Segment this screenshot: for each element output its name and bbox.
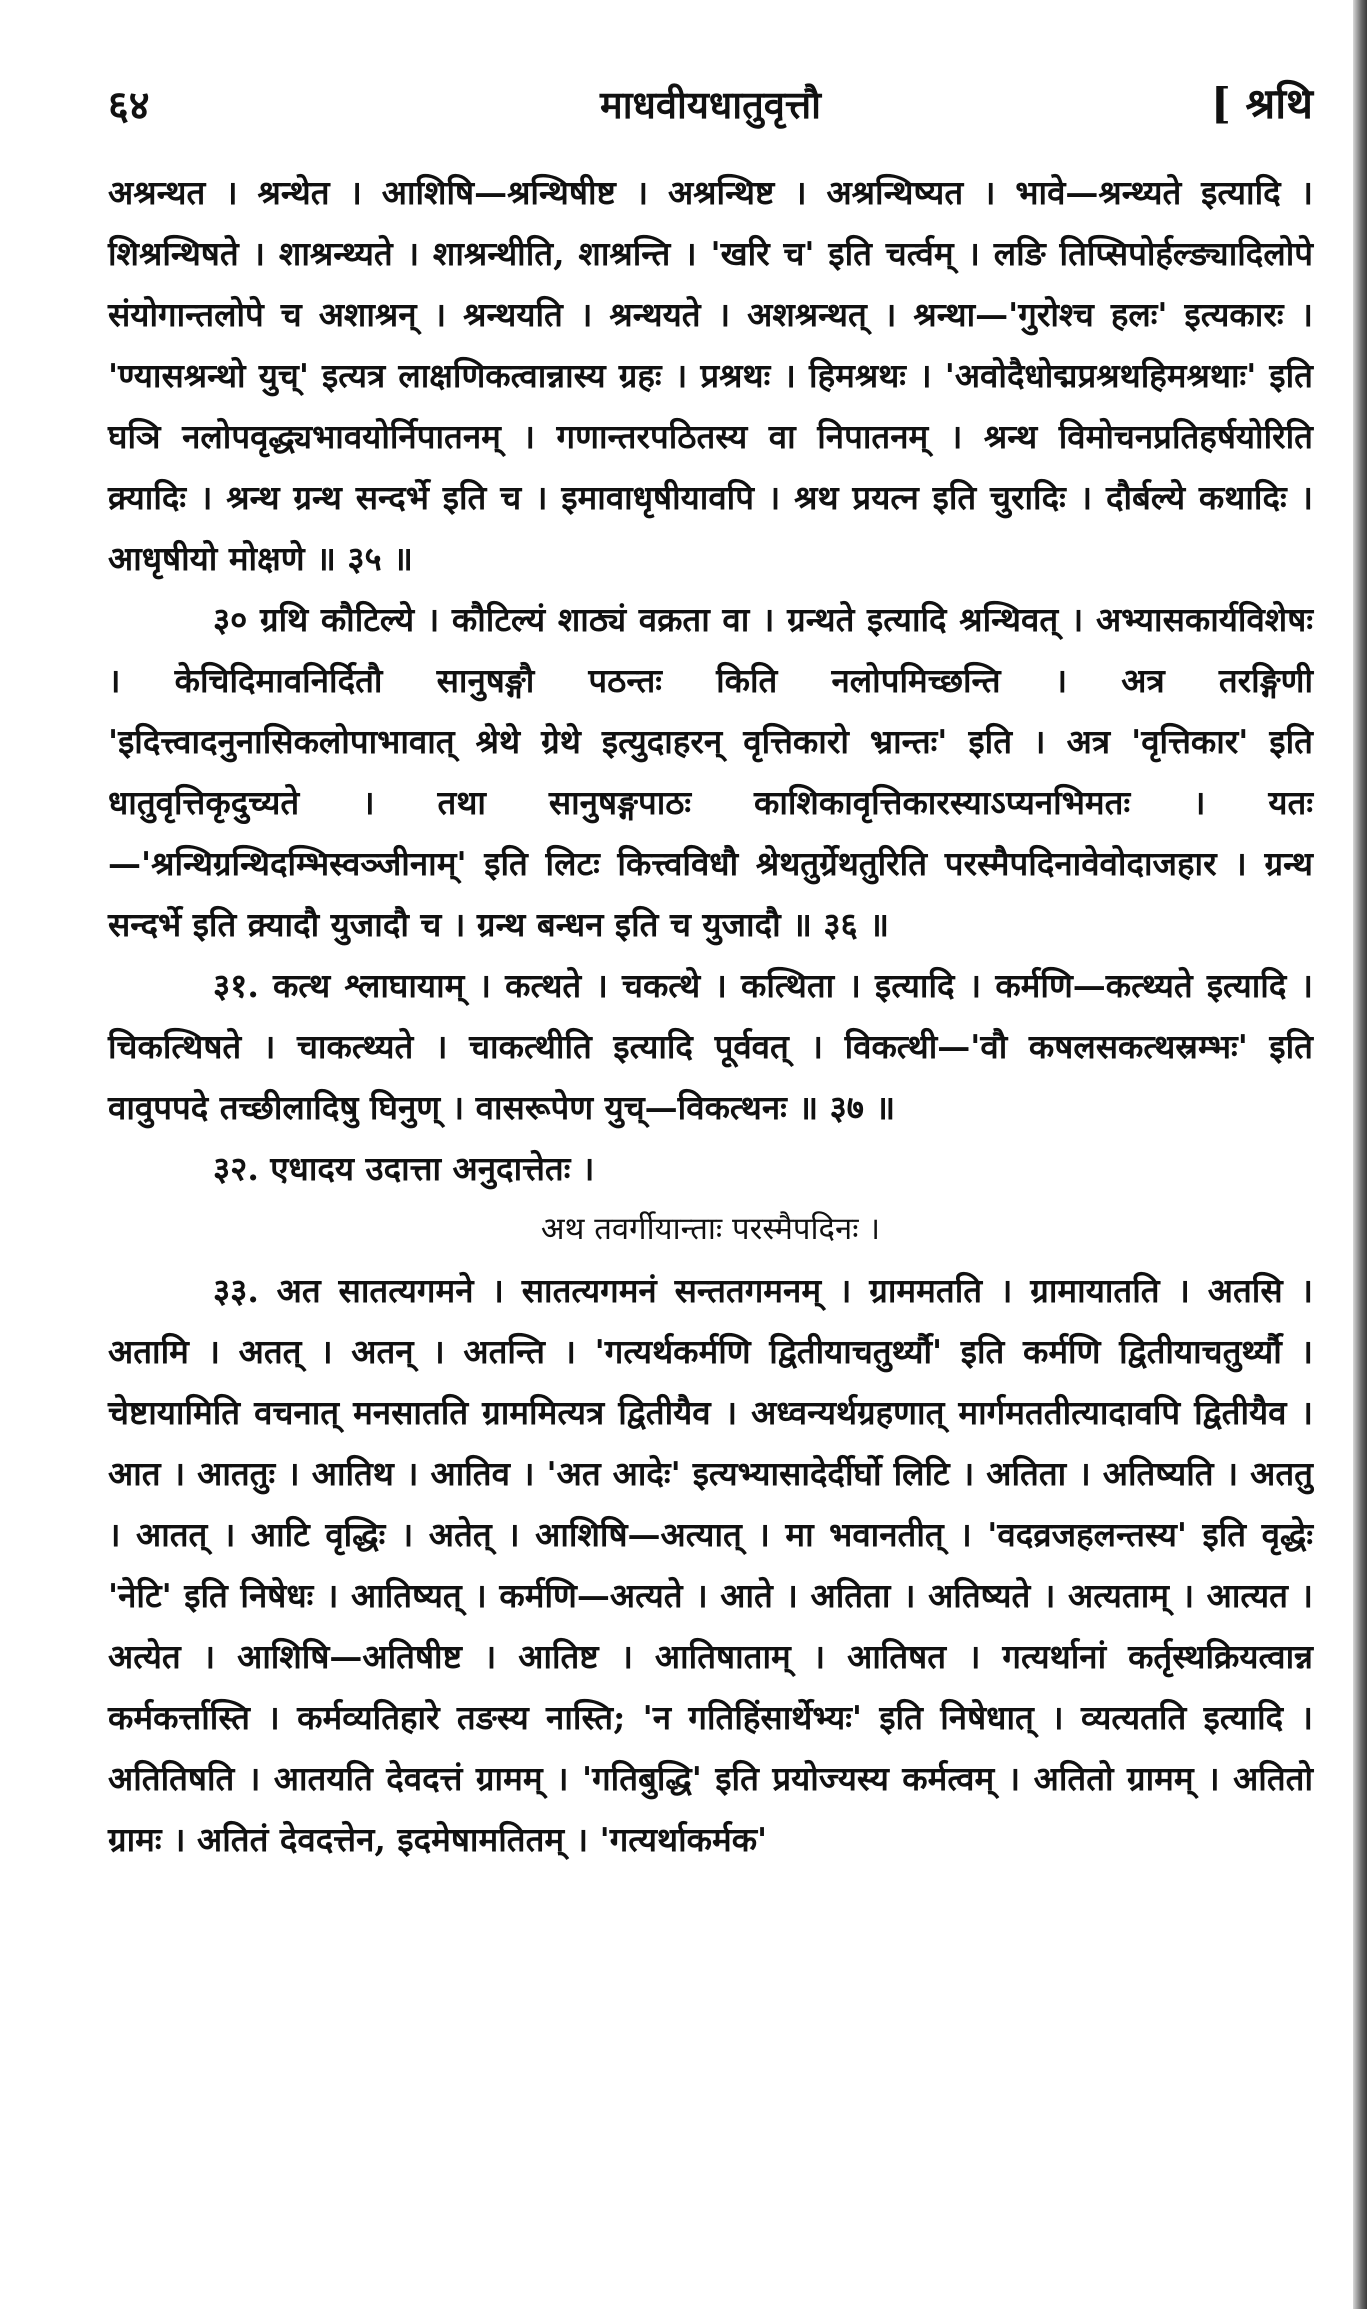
page-edge [1353, 0, 1367, 2309]
page-header [108, 70, 1313, 140]
page-body [108, 162, 1313, 1870]
paragraph-1: अश्रन्थत । श्रन्थेत । आशिषि—श्रन्थिषीष्ट । अश्रन्थिष्ट । अश्रन्थिष्यत । भावे—श्रन्थ्यते इत्यादि । शिश्रन्थिषते । शाश्रन्थ्यते । शाश्रन्थीति, शाश्रन्ति । 'खरि च' इति चर्त्वम् । लङि तिप्सिपोर्हल्ङ्यादिलोपे संयोगान्तलोपे च अशाश्रन् । श्रन्थयति । श्रन्थयते । अशश्रन्थत् । श्रन्था—'गुरोश्च हलः' इत्यकारः । 'ण्यासश्रन्थो युच्' इत्यत्र लाक्षणिकत्वान्नास्य ग्रहः । प्रश्रथः । हिमश्रथः । 'अवोदैधोद्मप्रश्रथहिमश्रथाः' इति घञि नलोपवृद्ध्यभावयोर्निपातनम् । गणान्तरपठितस्य वा निपातनम् । श्रन्थ विमोचनप्रतिहर्षयोरिति क्र्यादिः । श्रन्थ ग्रन्थ सन्दर्भे इति च । इमावाधृषीयावपि । श्रथ प्रयत्न इति चुरादिः । दौर्बल्ये कथादिः । आधृषीयो मोक्षणे ॥ ३५ ॥ [108, 173, 1313, 578]
paragraph-4: ३२. एधादय उदात्ता अनुदात्तेतः । [213, 1149, 595, 1188]
running-head-right: [ श्रथि [1211, 79, 1313, 128]
section-heading: अथ तवर्गीयान्ताः परस्मैपदिनः । [540, 1211, 881, 1247]
running-title: माधवीयधातुवृत्तौ [599, 82, 822, 127]
paragraph-5: ३३. अत सातत्यगमने । सातत्यगमनं सन्ततगमनम् । ग्राममतति । ग्रामायातति । अतसि । अतामि । अतत् । अतन् । अतन्ति । 'गत्यर्थकर्मणि द्वितीयाचतुर्थ्यौ' इति कर्मणि द्वितीयाचतुर्थ्यौ । चेष्टायामिति वचनात् मनसातति ग्राममित्यत्र द्वितीयैव । अध्वन्यर्थग्रहणात् मार्गमततीत्यादावपि द्वितीयैव । आत । आततुः । आतिथ । आतिव । 'अत आदेः' इत्यभ्यासादेर्दीर्घो लिटि । अतिता । अतिष्यति । अततु । आतत् । आटि वृद्धिः । अतेत् । आशिषि—अत्यात् । मा भवानतीत् । 'वदव्रजहलन्तस्य' इति वृद्धेः 'नेटि' इति निषेधः । आतिष्यत् । कर्मणि—अत्यते । आते । अतिता । अतिष्यते । अत्यताम् । आत्यत । अत्येत । आशिषि—अतिषीष्ट । आतिष्ट । आतिषाताम् । आतिषत । गत्यर्थानां कर्तृस्थक्रियत्वान्न कर्मकर्त्तास्ति । कर्मव्यतिहारे तङस्य नास्ति; 'न गतिहिंसार्थेभ्यः' इति निषेधात् । व्यत्यतति इत्यादि । अतितिषति । आतयति देवदत्तं ग्रामम् । 'गतिबुद्धि' इति प्रयोज्यस्य कर्मत्वम् । अतितो ग्रामम् । अतितो ग्रामः । अतितं देवदत्तेन, इदमेषामतितम् । 'गत्यर्थाकर्मक' [108, 1271, 1313, 1859]
page-number: ६४ [108, 82, 150, 129]
paragraph-2: ३० ग्रथि कौटिल्ये । कौटिल्यं शाठ्यं वक्रता वा । ग्रन्थते इत्यादि श्रन्थिवत् । अभ्यासकार्यविशेषः । केचिदिमावनिर्दितौ सानुषङ्गौ पठन्तः किति नलोपमिच्छन्ति । अत्र तरङ्गिणी 'इदित्त्वादनुनासिकलोपाभावात् श्रेथे ग्रेथे इत्युदाहरन् वृत्तिकारो भ्रान्तः' इति । अत्र 'वृत्तिकार' इति धातुवृत्तिकृदुच्यते । तथा सानुषङ्गपाठः काशिकावृत्तिकारस्याऽप्यनभिमतः । यतः—'श्रन्थिग्रन्थिदम्भिस्वञ्जीनाम्' इति लिटः कित्त्वविधौ श्रेथतुर्ग्रेथतुरिति परस्मैपदिनावेवोदाजहार । ग्रन्थ सन्दर्भे इति क्र्यादौ युजादौ च । ग्रन्थ बन्धन इति च युजादौ ॥ ३६ ॥ [108, 600, 1313, 944]
paragraph-3: ३१. कत्थ श्लाघायाम् । कत्थते । चकत्थे । कत्थिता । इत्यादि । कर्मणि—कत्थ्यते इत्यादि । चिकत्थिषते । चाकत्थ्यते । चाकत्थीति इत्यादि पूर्ववत् । विकत्थी—'वौ कषलसकत्थस्रम्भः' इति वावुपपदे तच्छीलादिषु घिनुण् । वासरूपेण युच्—विकत्थनः ॥ ३७ ॥ [108, 966, 1313, 1127]
